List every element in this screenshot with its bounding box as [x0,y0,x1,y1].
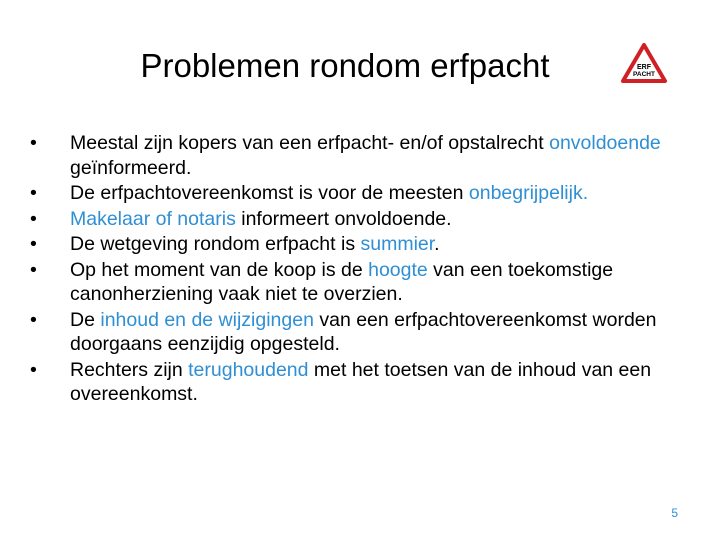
bullet-item [26,207,706,232]
bullet-text: geïnformeerd. [70,156,192,179]
bullet-text: . [434,233,440,255]
logo-line-2: PACHT [633,71,655,78]
bullet-highlight: onbegrijpelijk. [468,182,589,204]
erfpacht-warning-triangle-icon [620,42,668,84]
bullet-text: van een erfpachtovereenkomst worden doorgaans eenzijdig opgesteld. [70,308,657,355]
bullet-highlight: onvoldoende [549,132,661,154]
bullet-highlight: inhoud en de wijzigingen [100,308,314,331]
bullet-text: informeert onvoldoende. [235,207,452,230]
bullet-text: Meestal zijn kopers van een erfpacht- en/of opstalrecht [70,132,550,154]
page-number: 5 [671,506,678,520]
bullet-text: Op het moment van de koop is de [70,258,369,281]
bullet-item [26,258,706,307]
bullet-text: De wetgeving rondom erfpacht is [70,233,361,255]
bullet-highlight: terughoudend [188,358,309,381]
bullet-list [26,131,706,408]
slide-title: Problemen rondom erfpacht [140,47,550,84]
bullet-item [26,181,706,206]
bullet-item [26,131,706,180]
bullet-text: De [70,308,101,331]
bullet-highlight: summier [360,233,435,255]
bullet-item [26,308,706,357]
bullet-text: van een toekomstige canonherziening vaak niet te overzien. [70,258,614,305]
bullet-highlight: Makelaar of notaris [70,207,236,230]
bullet-text: Rechters zijn [70,358,189,381]
bullet-item [26,232,706,257]
bullet-item [26,358,706,407]
bullet-highlight: hoogte [368,258,428,281]
bullet-text: De erfpachtovereenkomst is voor de meesten [70,182,469,204]
bullet-text: met het toetsen van de inhoud van een overeenkomst. [70,358,652,405]
logo-line-1: ERF [637,64,651,71]
